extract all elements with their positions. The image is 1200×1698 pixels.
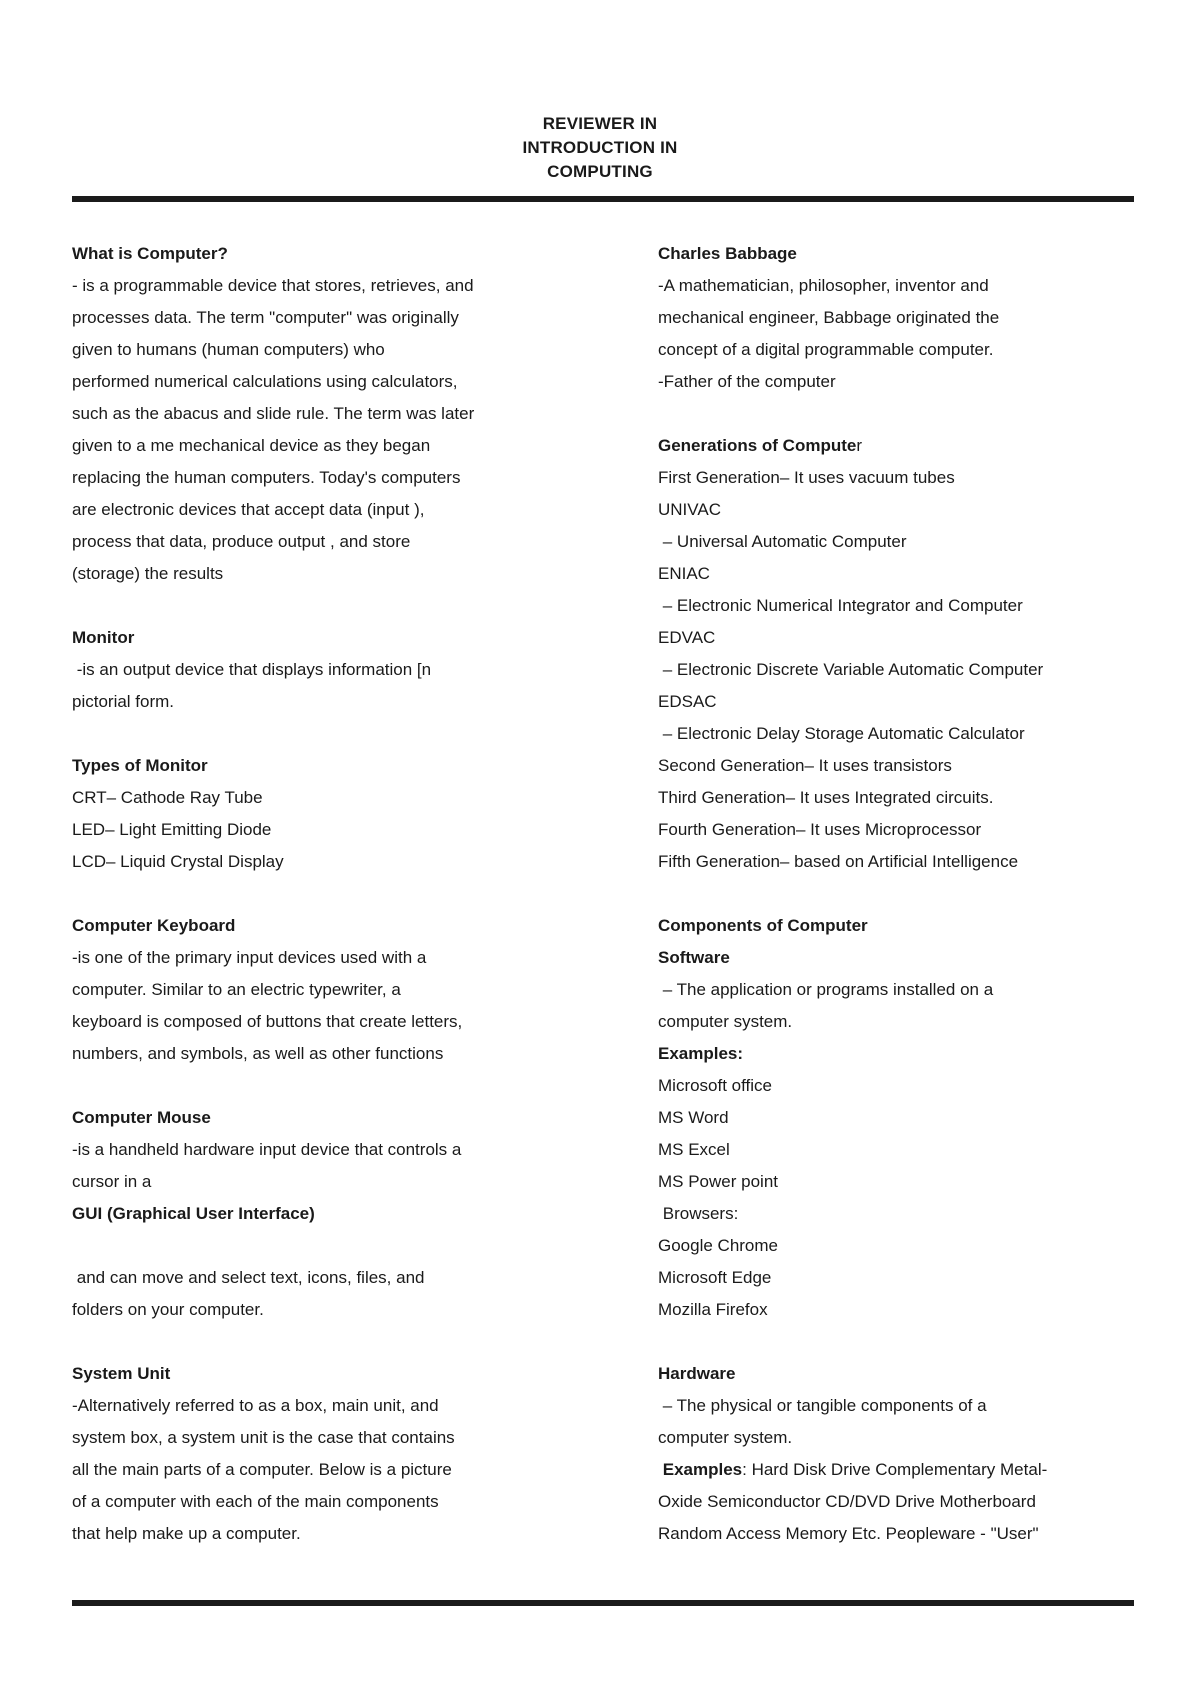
- section-heading: Computer Keyboard: [72, 916, 236, 935]
- text-line: Oxide Semiconductor CD/DVD Drive Motherboard: [658, 1492, 1036, 1511]
- spacer: [72, 590, 558, 622]
- text-line: Google Chrome: [658, 1236, 779, 1255]
- section-heading: Components of Computer: [658, 916, 868, 935]
- text-line: (storage) the results: [72, 564, 224, 583]
- text-line: such as the abacus and slide rule. The term was later: [72, 404, 475, 423]
- spacer: [72, 878, 558, 910]
- text-line: -is one of the primary input devices used with a: [72, 948, 427, 967]
- text-line: computer system.: [658, 1012, 793, 1031]
- gui-heading: GUI (Graphical User Interface): [72, 1204, 315, 1223]
- text-line: processes data. The term "computer" was originally: [72, 308, 459, 327]
- text-line: CRT– Cathode Ray Tube: [72, 788, 263, 807]
- document-title: [0, 112, 1200, 184]
- text-line: given to humans (human computers) who: [72, 340, 385, 359]
- text-line: folders on your computer.: [72, 1300, 264, 1319]
- text-line: – Electronic Numerical Integrator and Computer: [658, 596, 1023, 615]
- text-line: Microsoft office: [658, 1076, 773, 1095]
- text-line: [658, 1454, 1138, 1486]
- spacer: [72, 1326, 558, 1358]
- text-line: – The application or programs installed on a: [658, 980, 994, 999]
- text-line: LED– Light Emitting Diode: [72, 820, 272, 839]
- text-line: computer. Similar to an electric typewriter, a: [72, 980, 401, 999]
- right-column: [658, 238, 1138, 1550]
- text-line: -Father of the computer: [658, 372, 836, 391]
- text-line: – The physical or tangible components of a: [658, 1396, 987, 1415]
- text-line: MS Excel: [658, 1140, 730, 1159]
- text-line: LCD– Liquid Crystal Display: [72, 852, 284, 871]
- spacer: [72, 718, 558, 750]
- text-line: system box, a system unit is the case that contains: [72, 1428, 455, 1447]
- text-line: concept of a digital programmable computer.: [658, 340, 994, 359]
- text-line: EDVAC: [658, 628, 716, 647]
- text-line: process that data, produce output , and store: [72, 532, 411, 551]
- heading-bold: Generations of Compute: [658, 436, 857, 455]
- title-line-2: INTRODUCTION IN: [522, 138, 678, 157]
- text-line: given to a me mechanical device as they began: [72, 436, 431, 455]
- text-line: Fourth Generation– It uses Microprocessor: [658, 820, 982, 839]
- bottom-divider: [72, 1600, 1134, 1606]
- text-line: -is a handheld hardware input device that controls a: [72, 1140, 462, 1159]
- text-line: of a computer with each of the main components: [72, 1492, 439, 1511]
- section-heading: Monitor: [72, 628, 135, 647]
- text-line: keyboard is composed of buttons that create letters,: [72, 1012, 463, 1031]
- text-line: – Universal Automatic Computer: [658, 532, 907, 551]
- text-line: EDSAC: [658, 692, 717, 711]
- section-heading: System Unit: [72, 1364, 171, 1383]
- heading-tail: r: [856, 436, 863, 455]
- text-line: are electronic devices that accept data (input ),: [72, 500, 425, 519]
- text-line: – Electronic Delay Storage Automatic Calculator: [658, 724, 1025, 743]
- spacer: [658, 1326, 1138, 1358]
- text-line: Third Generation– It uses Integrated circuits.: [658, 788, 994, 807]
- text-line: -is an output device that displays information [n: [72, 660, 432, 679]
- text-line: Fifth Generation– based on Artificial Intelligence: [658, 852, 1019, 871]
- section-heading: What is Computer?: [72, 244, 228, 263]
- left-column: [72, 238, 558, 1550]
- section-heading: Computer Mouse: [72, 1108, 211, 1127]
- section-heading: Charles Babbage: [658, 244, 797, 263]
- text-line: Browsers:: [658, 1204, 739, 1223]
- text-line: UNIVAC: [658, 500, 721, 519]
- text-line: First Generation– It uses vacuum tubes: [658, 468, 955, 487]
- section-heading: [658, 430, 1138, 462]
- text-line: -A mathematician, philosopher, inventor and: [658, 276, 989, 295]
- top-divider: [72, 196, 1134, 202]
- spacer: [658, 878, 1138, 910]
- text-line: replacing the human computers. Today's computers: [72, 468, 461, 487]
- text-line: mechanical engineer, Babbage originated the: [658, 308, 1000, 327]
- examples-label: Examples:: [658, 1044, 744, 1063]
- text-line: MS Power point: [658, 1172, 778, 1191]
- spacer: [72, 1230, 558, 1262]
- text-line: – Electronic Discrete Variable Automatic Computer: [658, 660, 1044, 679]
- section-heading: Types of Monitor: [72, 756, 208, 775]
- software-heading: Software: [658, 948, 730, 967]
- text-line: Second Generation– It uses transistors: [658, 756, 952, 775]
- text-line: and can move and select text, icons, files, and: [72, 1268, 425, 1287]
- text-line: ENIAC: [658, 564, 710, 583]
- text-line: -Alternatively referred to as a box, main unit, and: [72, 1396, 439, 1415]
- text-line: pictorial form.: [72, 692, 175, 711]
- text-line: Microsoft Edge: [658, 1268, 772, 1287]
- text-line: computer system.: [658, 1428, 793, 1447]
- text-line: that help make up a computer.: [72, 1524, 301, 1543]
- examples-text: : Hard Disk Drive Complementary Metal-: [742, 1460, 1048, 1479]
- text-line: cursor in a: [72, 1172, 152, 1191]
- title-line-1: REVIEWER IN: [542, 114, 658, 133]
- text-line: - is a programmable device that stores, retrieves, and: [72, 276, 474, 295]
- text-line: MS Word: [658, 1108, 729, 1127]
- title-line-3: COMPUTING: [547, 162, 653, 181]
- text-line: performed numerical calculations using calculators,: [72, 372, 458, 391]
- examples-label: Examples: [658, 1460, 743, 1479]
- spacer: [72, 1070, 558, 1102]
- text-line: Random Access Memory Etc. Peopleware - "User": [658, 1524, 1039, 1543]
- section-heading: Hardware: [658, 1364, 736, 1383]
- text-line: all the main parts of a computer. Below is a picture: [72, 1460, 452, 1479]
- spacer: [658, 398, 1138, 430]
- text-line: Mozilla Firefox: [658, 1300, 768, 1319]
- text-line: numbers, and symbols, as well as other functions: [72, 1044, 444, 1063]
